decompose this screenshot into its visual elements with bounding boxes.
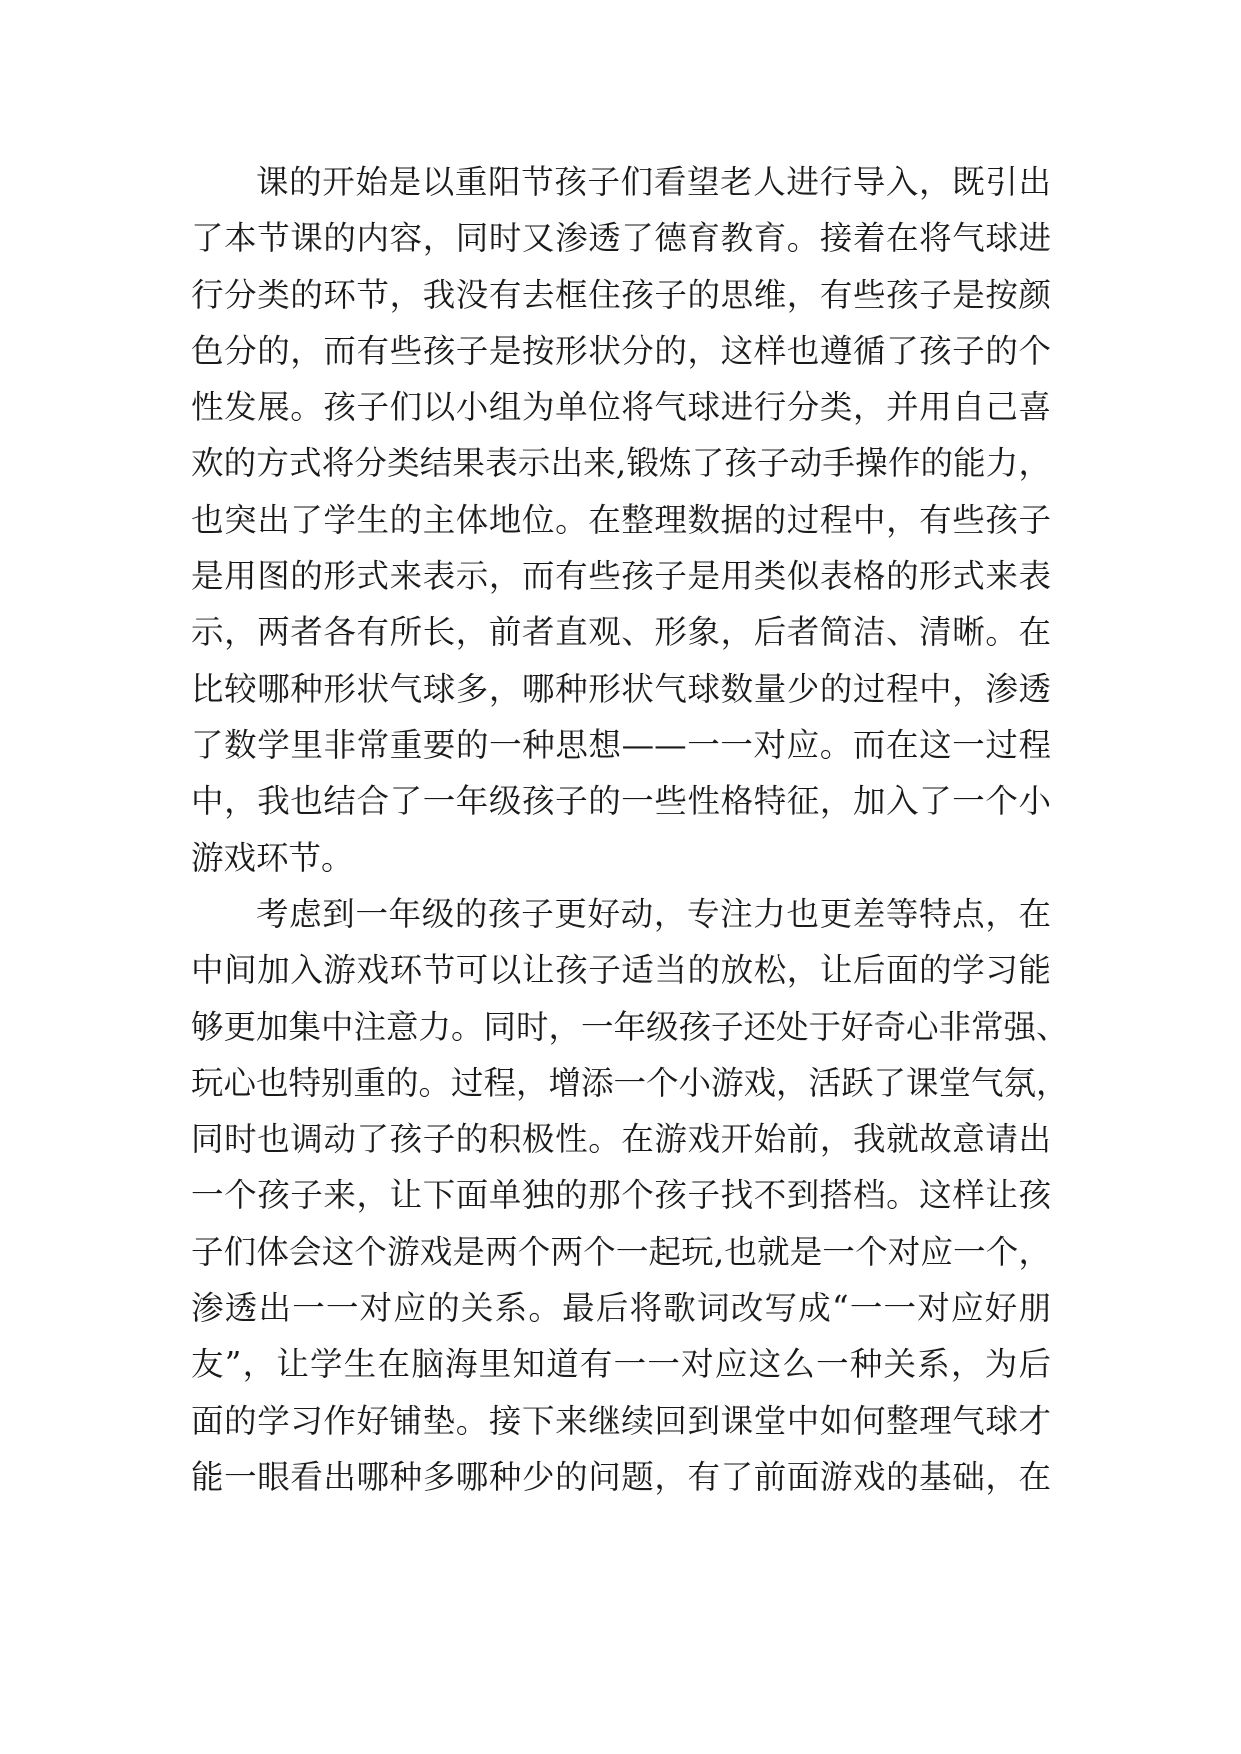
paragraph-2-line-2: 中间加入游戏环节可以让孩子适当的放松，让后面的学习能 bbox=[191, 951, 1051, 989]
paragraph-2-line-10: 面的学习作好铺垫。接下来继续回到课堂中如何整理气球才 bbox=[191, 1402, 1051, 1440]
paragraph-1-line-2: 了本节课的内容，同时又渗透了德育教育。接着在将气球进 bbox=[191, 219, 1051, 257]
paragraph-2-line-8: 渗透出一一对应的关系。最后将歌词改写成“一一对应好朋 bbox=[191, 1289, 1051, 1327]
paragraph-2-line-6: 一个孩子来，让下面单独的那个孩子找不到搭档。这样让孩 bbox=[191, 1176, 1051, 1214]
paragraph-2-line-1: 考虑到一年级的孩子更好动，专注力也更差等特点，在 bbox=[256, 895, 1051, 933]
paragraph-2-line-4: 玩心也特别重的。过程，增添一个小游戏，活跃了课堂气氛， bbox=[191, 1064, 1069, 1102]
paragraph-1-line-5: 性发展。孩子们以小组为单位将气球进行分类，并用自己喜 bbox=[191, 388, 1051, 426]
paragraph-1-line-1: 课的开始是以重阳节孩子们看望老人进行导入，既引出 bbox=[256, 163, 1051, 201]
paragraph-1-line-7: 也突出了学生的主体地位。在整理数据的过程中，有些孩子 bbox=[191, 501, 1051, 539]
paragraph-1-line-3: 行分类的环节，我没有去框住孩子的思维，有些孩子是按颜 bbox=[191, 276, 1051, 314]
paragraph-2-line-11: 能一眼看出哪种多哪种少的问题，有了前面游戏的基础，在 bbox=[191, 1458, 1051, 1496]
paragraph-1-line-8: 是用图的形式来表示，而有些孩子是用类似表格的形式来表 bbox=[191, 557, 1051, 595]
paragraph-2-line-5: 同时也调动了孩子的积极性。在游戏开始前，我就故意请出 bbox=[191, 1120, 1051, 1158]
paragraph-1-line-10: 比较哪种形状气球多，哪种形状气球数量少的过程中，渗透 bbox=[191, 670, 1051, 708]
paragraph-1-line-13: 游戏环节。 bbox=[191, 839, 354, 877]
paragraph-1-line-4: 色分的，而有些孩子是按形状分的，这样也遵循了孩子的个 bbox=[191, 332, 1051, 370]
paragraph-2-line-7: 子们体会这个游戏是两个两个一起玩,也就是一个对应一个， bbox=[191, 1233, 1051, 1271]
paragraph-2-line-3: 够更加集中注意力。同时，一年级孩子还处于好奇心非常强、 bbox=[191, 1008, 1069, 1046]
paragraph-1-line-6: 欢的方式将分类结果表示出来,锻炼了孩子动手操作的能力， bbox=[191, 444, 1051, 482]
paragraph-1-line-9: 示，两者各有所长，前者直观、形象，后者简洁、清晰。在 bbox=[191, 613, 1051, 651]
paragraph-1-line-12: 中，我也结合了一年级孩子的一些性格特征，加入了一个小 bbox=[191, 782, 1051, 820]
paragraph-2-line-9: 友”，让学生在脑海里知道有一一对应这么一种关系，为后 bbox=[191, 1345, 1051, 1383]
paragraph-1-line-11: 了数学里非常重要的一种思想——一一对应。而在这一过程 bbox=[191, 726, 1051, 764]
